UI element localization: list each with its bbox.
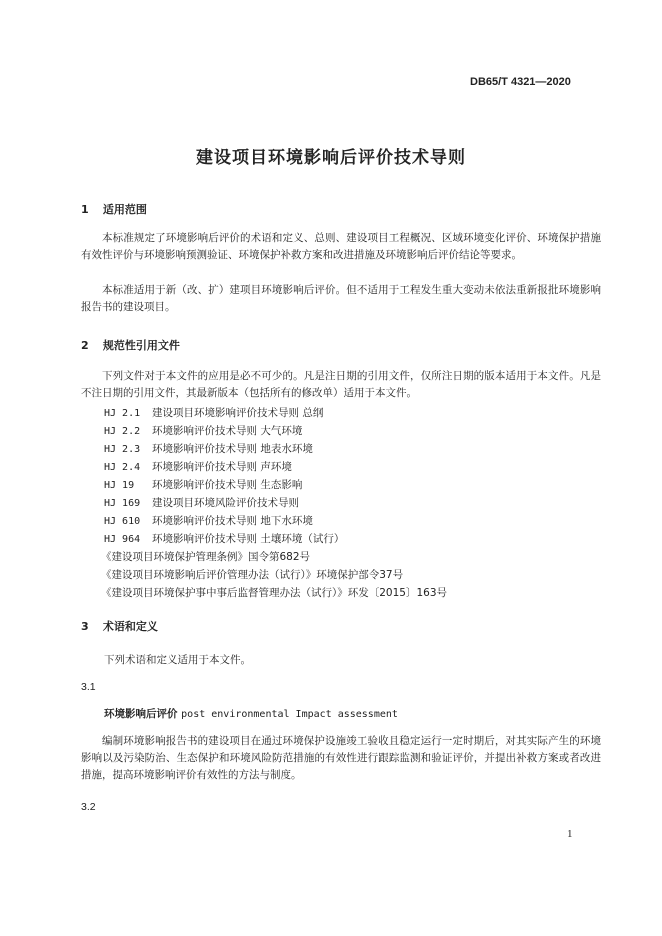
section-3-intro: 下列术语和定义适用于本文件。	[104, 654, 251, 666]
reference-item	[104, 441, 313, 456]
document-code: DB65/T 4321—2020	[470, 76, 571, 88]
reference-code: HJ 2.4	[104, 462, 141, 473]
reference-title: 环境影响评价技术导则 土壤环境（试行）	[152, 533, 345, 545]
page-number: 1	[567, 828, 573, 840]
clause-number: 3.2	[81, 801, 96, 813]
term-heading	[104, 706, 398, 721]
section-title: 术语和定义	[102, 620, 158, 633]
reference-title: 建设项目环境风险评价技术导则	[152, 497, 299, 509]
reference-title: 建设项目环境影响评价技术导则 总纲	[152, 407, 324, 419]
document-title: 建设项目环境影响后评价技术导则	[196, 148, 466, 168]
term-definition: 编制环境影响报告书的建设项目在通过环境保护设施竣工验收且稳定运行一定时期后，对其实际产生的环境影响以及污染防治、生态保护和环境风险防范措施的有效性进行跟踪监测和验证评价，并提出补救方案或者改进措施，提高环境影响评价有效性的方法与制度。	[81, 735, 601, 781]
section-2-heading	[81, 337, 180, 353]
citation-item: 《建设项目环境保护管理条例》国令第682号	[101, 551, 311, 563]
section-1-paragraph-1: 本标准规定了环境影响后评价的术语和定义、总则、建设项目工程概况、区域环境变化评价、环境保护措施有效性评价与环境影响预测验证、环境保护补救方案和改进措施及环境影响后评价结论等要求。	[81, 232, 601, 261]
citation-item: 《建设项目环境保护事中事后监督管理办法（试行）》环发〔2015〕163号	[101, 587, 448, 599]
term-english: post environmental Impact assessment	[181, 709, 398, 720]
reference-item	[104, 423, 302, 438]
reference-title: 环境影响评价技术导则 地表水环境	[152, 443, 313, 455]
reference-item	[104, 405, 323, 420]
section-1-paragraph-2: 本标准适用于新（改、扩）建项目环境影响后评价。但不适用于工程发生重大变动未依法重新报批环境影响报告书的建设项目。	[81, 284, 601, 313]
reference-item	[104, 495, 299, 510]
section-1-heading	[81, 201, 147, 217]
reference-item	[104, 477, 302, 492]
term-chinese: 环境影响后评价	[104, 708, 178, 720]
section-number: 3	[81, 620, 89, 633]
reference-code: HJ 169	[104, 498, 141, 509]
reference-item	[104, 459, 292, 474]
reference-title: 环境影响评价技术导则 大气环境	[152, 425, 303, 437]
reference-title: 环境影响评价技术导则 声环境	[152, 461, 292, 473]
section-number: 1	[81, 203, 89, 216]
citation-item: 《建设项目环境影响后评价管理办法（试行）》环境保护部令37号	[101, 569, 404, 581]
reference-title: 环境影响评价技术导则 生态影响	[152, 479, 303, 491]
section-title: 规范性引用文件	[102, 339, 180, 352]
reference-code: HJ 610	[104, 516, 141, 527]
section-2-intro: 下列文件对于本文件的应用是必不可少的。凡是注日期的引用文件，仅所注日期的版本适用于本文件。凡是不注日期的引用文件，其最新版本（包括所有的修改单）适用于本文件。	[81, 370, 601, 399]
reference-code: HJ 2.2	[104, 426, 141, 437]
reference-code: HJ 19	[104, 480, 135, 491]
section-title: 适用范围	[102, 203, 147, 216]
reference-item	[104, 513, 313, 528]
section-3-heading	[81, 618, 158, 634]
clause-number: 3.1	[81, 681, 96, 693]
reference-code: HJ 2.3	[104, 444, 141, 455]
section-number: 2	[81, 339, 89, 352]
reference-title: 环境影响评价技术导则 地下水环境	[152, 515, 313, 527]
reference-code: HJ 964	[104, 534, 141, 545]
reference-item	[104, 531, 344, 546]
reference-code: HJ 2.1	[104, 408, 141, 419]
